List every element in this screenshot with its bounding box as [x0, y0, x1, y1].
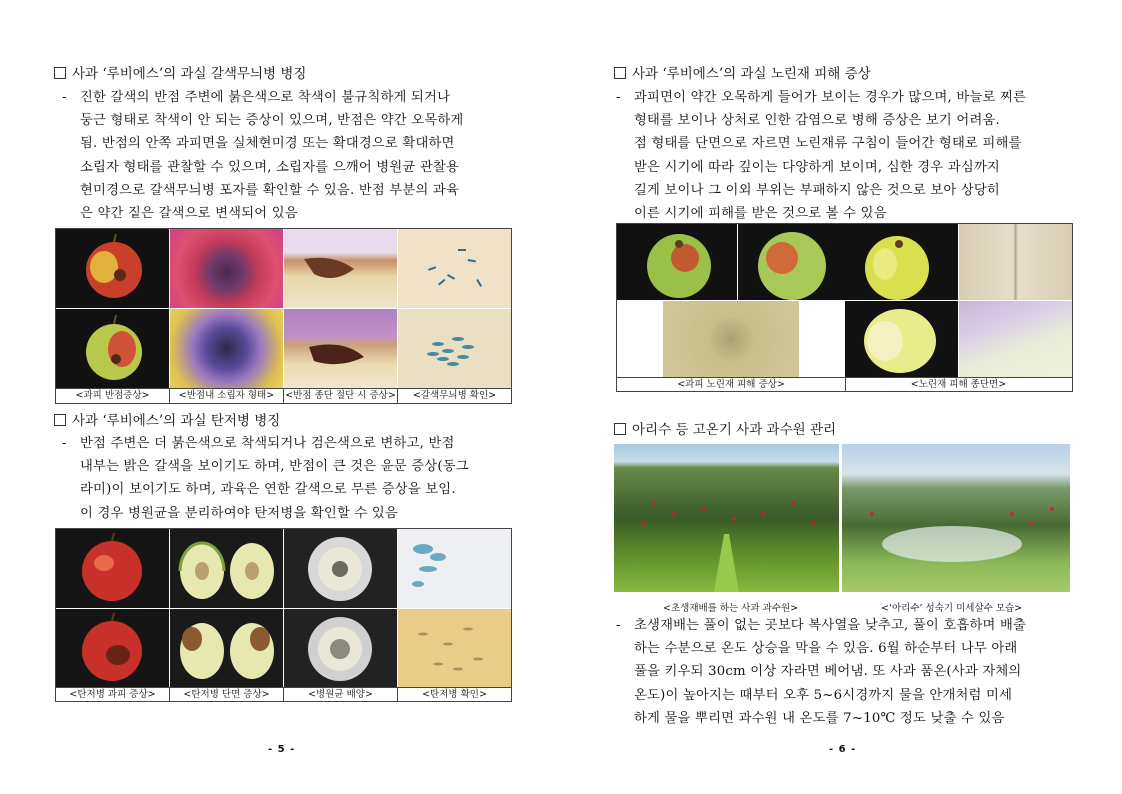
caption-row: [617, 377, 1072, 392]
text-line: 내부는 밝은 갈색을 보이기도 하며, 반점이 큰 것은 윤문 증상(동그: [80, 459, 469, 475]
text-line: 하게 물을 뿌리면 과수원 내 온도를 7~10℃ 정도 낮출 수 있음: [634, 710, 1005, 726]
text-line: - 진한 갈색의 반점 주변에 붉은색으로 착색이 불규칙하게 되거나: [80, 86, 463, 109]
photo-anthracnose-fruit-2: [56, 609, 169, 688]
section-title-stinkbug: [614, 63, 871, 85]
text-line: 현미경으로 갈색무늬병 포자를 확인할 수 있음. 반점 부분의 과육: [80, 182, 460, 198]
photo-stinkbug-section-2: [959, 301, 1072, 377]
text-line: 풀을 키우되 30cm 이상 자라면 베어냄. 또 사과 품온(사과 자체의: [634, 664, 1022, 680]
photo-apple-spot-2: [56, 309, 169, 388]
checkbox-square-icon: [54, 67, 66, 79]
caption: <과피 반점증상>: [56, 389, 170, 403]
caption: <갈색무늬병 확인>: [412, 390, 497, 401]
checkbox-square-icon: [54, 414, 66, 426]
caption-row: [56, 388, 511, 403]
photo-spot-particles: [170, 229, 283, 308]
text-line: 라미)이 보이기도 하며, 과육은 연한 갈색으로 무른 증상을 보임.: [80, 482, 456, 498]
photo-stinkbug-cut: [845, 301, 958, 377]
text-line: 온도)이 높아지는 때부터 오후 5~6시경까지 물을 안개처럼 미세: [634, 687, 1013, 703]
section-title-text: 사과 ‘루비에스’의 과실 탄저병 병징: [72, 413, 281, 429]
text-line: 점 형태를 단면으로 자르면 노린재류 구침이 들어간 형태로 피해를: [634, 136, 1022, 152]
photo-orchard-mist: [842, 444, 1070, 592]
caption: <병원균 배양>: [284, 688, 398, 702]
checkbox-square-icon: [614, 423, 626, 435]
text-line: 길게 보이나 그 이외 부위는 부패하지 않은 것으로 보아 상당히: [634, 182, 1000, 198]
page-number: - 6 -: [829, 744, 857, 755]
photo-culture-2: [284, 609, 397, 688]
caption: <초생재배를 하는 사과 과수원>: [663, 603, 799, 614]
photo-spot-section-2: [284, 309, 397, 388]
text-line: 받은 시기에 따라 깊이는 다양하게 보이며, 심한 경우 과심까지: [634, 159, 1000, 175]
text-line: 형태를 보이나 상처로 인한 감염으로 병해 증상은 보기 어려움.: [634, 113, 1000, 129]
text-line: 소립자 형태를 관찰할 수 있으며, 소립자를 으깨어 병원균 관찰용: [80, 159, 460, 175]
section-title-brown-spot: [54, 63, 306, 85]
photo-stinkbug-fruit-2: [738, 224, 845, 300]
photo-stinkbug-section-1: [959, 224, 1072, 300]
bullet-stinkbug: [634, 86, 1026, 225]
section-title-orchard: [614, 419, 836, 441]
photo-culture-1: [284, 529, 397, 608]
photo-anthracnose-microscope-2: [398, 609, 511, 688]
text-line: 은 약간 짙은 갈색으로 변색되어 있음: [80, 206, 298, 222]
bullet-anthracnose: [80, 432, 469, 525]
photo-spot-particles-2: [170, 309, 283, 388]
section-title-anthracnose: [54, 410, 280, 432]
photo-anthracnose-microscope-1: [398, 529, 511, 608]
photo-spores-microscope: [398, 229, 511, 308]
text-line: 둥근 형태로 착색이 안 되는 증상이 있으며, 반점은 약간 오목하게: [80, 113, 464, 129]
photo-stinkbug-surface: [663, 301, 799, 377]
photo-spores-confirm: [398, 309, 511, 388]
photo-orchard-grass: [614, 444, 839, 592]
bullet-orchard: [634, 614, 1026, 730]
caption: <탄저병 확인>: [422, 689, 487, 700]
photo-stinkbug-fruit-3: [845, 224, 958, 300]
photo-anthracnose-fruit-1: [56, 529, 169, 608]
caption: <노린재 피해 종단면>: [910, 379, 1007, 390]
text-line: 이른 시기에 피해를 받은 것으로 볼 수 있음: [634, 206, 887, 222]
caption-row: [56, 687, 511, 702]
page-6: [561, 0, 1122, 794]
section-title-text: 사과 ‘루비에스’의 과실 노린재 피해 증상: [632, 66, 871, 82]
bullet-brown-spot: [80, 86, 463, 225]
figure-brown-spot: [55, 228, 512, 404]
figure-anthracnose: [55, 528, 512, 702]
photo-anthracnose-cut-1: [170, 529, 283, 608]
photo-anthracnose-cut-2: [170, 609, 283, 688]
section-title-text: 아리수 등 고온기 사과 과수원 관리: [632, 422, 837, 438]
checkbox-square-icon: [614, 67, 626, 79]
caption: <탄저병 단면 증상>: [170, 688, 284, 702]
section-title-text: 사과 ‘루비에스’의 과실 갈색무늬병 병징: [72, 66, 307, 82]
photo-stinkbug-surface-wrap: [617, 301, 845, 377]
text-line: 하는 수분으로 온도 상승을 막을 수 있음. 6월 하순부터 나무 아래: [634, 641, 1018, 657]
text-line: - 반점 주변은 더 붉은색으로 착색되거나 검은색으로 변하고, 반점: [80, 432, 469, 455]
text-line: - 과피면이 약간 오목하게 들어가 보이는 경우가 많으며, 바늘로 찌른: [634, 86, 1026, 109]
text-line: - 초생재배는 풀이 없는 곳보다 복사열을 낮추고, 풀이 호흡하며 배출: [634, 614, 1026, 637]
caption: <탄저병 과피 증상>: [56, 688, 170, 702]
photo-apple-spot-1: [56, 229, 169, 308]
text-line: 됨. 반점의 안쪽 과피면을 실체현미경 또는 확대경으로 확대하면: [80, 136, 455, 152]
caption: <과피 노린재 피해 증상>: [617, 378, 846, 392]
caption: <반점내 소립자 형태>: [170, 389, 284, 403]
page-number: - 5 -: [268, 744, 296, 755]
photo-spot-section: [284, 229, 397, 308]
text-line: 이 경우 병원균을 분리하여야 탄저병을 확인할 수 있음: [80, 505, 398, 521]
caption: <반점 종단 절단 시 증상>: [284, 389, 398, 403]
photo-stinkbug-fruit-1: [617, 224, 737, 300]
figure-stinkbug: [616, 223, 1073, 392]
caption: <‘아리수’ 성숙기 미세살수 모습>: [881, 603, 1023, 614]
